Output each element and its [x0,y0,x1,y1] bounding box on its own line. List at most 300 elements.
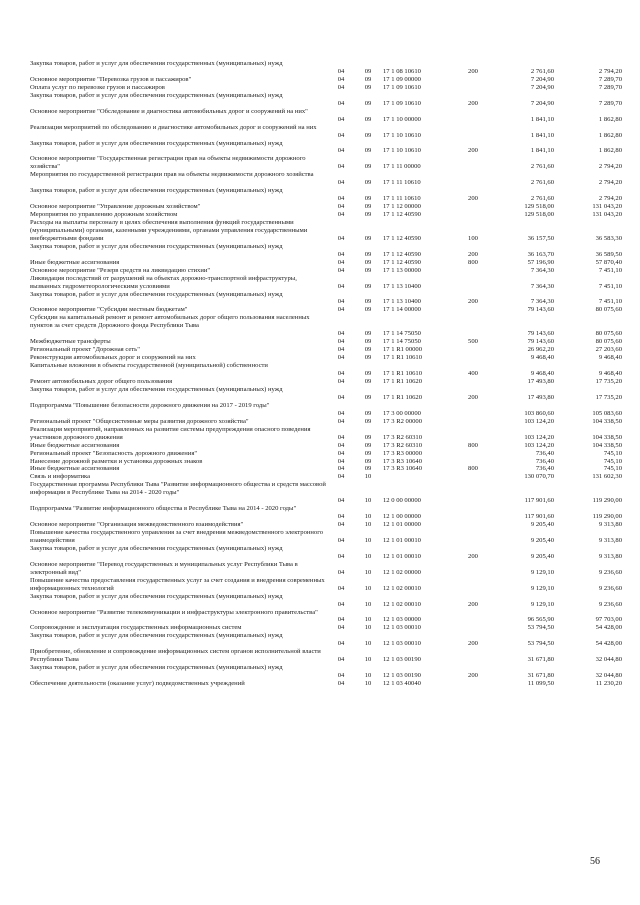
table-row [0,529,640,545]
row-section: 04 [337,147,345,155]
row-name: Закупка товаров, работ и услуг для обеспечения государственных (муниципальных) нужд [30,139,283,147]
row-section: 04 [337,250,345,258]
row-name: Ремонт автомобильных дорог общего пользования [30,378,173,385]
table-row [0,386,640,402]
row-subsection: 09 [364,211,372,219]
row-name: Закупка товаров, работ и услуг для обеспечения государственных (муниципальных) нужд [30,385,283,393]
row-section: 04 [337,680,345,688]
row-value-year2: 119 290,00 [592,497,622,505]
row-subsection: 09 [364,163,372,171]
row-expense-type: 800 [468,465,478,473]
row-subsection: 09 [364,83,372,91]
row-value-year1: 9 129,10 [530,600,554,608]
row-value-year1: 2 761,60 [530,67,554,75]
table-row [0,92,640,108]
row-value-year1: 57 196,90 [527,258,554,266]
row-subsection: 09 [364,433,372,441]
row-name: Реализация мероприятий по обследованию и диагностике автомобильных дорог и сооружений на них [30,123,317,131]
row-value-year2: 9 313,80 [598,536,622,544]
table-row [0,664,640,680]
row-name: Закупка товаров, работ и услуг для обеспечения государственных (муниципальных) нужд [30,242,283,250]
row-section: 04 [337,378,345,385]
row-subsection: 09 [364,330,372,338]
row-value-year2: 1 862,80 [598,115,622,123]
row-value-year1: 36 163,70 [527,250,554,258]
table-row [0,275,640,291]
row-name: Реконструкция автомобильных дорог и сооружений на них [30,354,196,362]
table-row [0,577,640,593]
row-value-year2: 104 338,50 [592,433,622,441]
row-section: 04 [337,640,345,648]
row-section: 04 [337,234,345,242]
row-value-year1: 17 493,80 [527,393,554,401]
row-value-year1: 1 841,10 [530,115,554,123]
row-subsection: 10 [364,521,372,529]
row-name: Закупка товаров, работ и услуг для обеспечения государственных (муниципальных) нужд [30,290,283,298]
row-value-year2: 2 794,20 [598,179,622,187]
row-subsection: 10 [364,497,372,505]
row-name: Региональный проект "Дорожная сеть" [30,346,140,354]
row-section: 04 [337,282,345,290]
row-value-year1: 1 841,10 [530,147,554,155]
row-value-year1: 117 901,60 [524,497,554,505]
row-name: Подпрограмма "Повышение безопасности дорожного движения на 2017 - 2019 годы" [30,401,270,409]
row-name: Основное мероприятие "Государственная регистрация прав на объекты недвижимости дорожного хозяйства" [30,155,306,171]
row-target-code: 17 3 R2 00000 [383,417,423,425]
row-value-year1: 7 364,30 [530,298,554,306]
row-subsection: 09 [364,75,372,83]
row-name: Ликвидация последствий от разрушений на объектах дорожно-транспортной инфраструктуры, вызванных гидрометеорологическими условиями [30,274,297,290]
row-subsection: 10 [364,640,372,648]
table-row [0,458,640,466]
row-target-code: 17 3 R2 60310 [383,433,423,441]
row-value-year1: 26 962,20 [527,346,554,354]
row-section: 04 [337,536,345,544]
row-value-year2: 745,10 [603,457,622,465]
row-section: 04 [337,584,345,592]
row-value-year2: 745,10 [603,449,622,457]
row-section: 04 [337,330,345,338]
row-target-code: 17 1 13 10400 [383,282,421,290]
row-subsection: 10 [364,568,372,576]
row-target-code: 17 1 R1 10610 [383,354,423,362]
table-row [0,418,640,426]
row-value-year1: 7 364,30 [530,266,554,274]
row-name: Основное мероприятие "Управление дорожным хозяйством" [30,203,201,211]
row-name: Основное мероприятие "Перевод государственных и муниципальных услуг Республики Тыва в электронный вид" [30,560,298,576]
row-expense-type: 100 [468,234,478,242]
row-name: Основное мероприятие "Резерв средств на ликвидацию стихии" [30,266,211,274]
row-value-year1: 9 205,40 [530,521,554,529]
row-expense-type: 500 [468,338,478,346]
row-target-code: 17 3 R2 60310 [383,441,423,449]
row-target-code: 17 1 12 40590 [383,211,421,219]
row-name: Сопровождение и эксплуатация государственных информационных систем [30,624,242,632]
row-value-year1: 103 124,20 [524,441,554,449]
table-row [0,76,640,84]
row-target-code: 12 1 01 00000 [383,521,421,529]
row-section: 04 [337,75,345,83]
row-target-code: 17 1 09 10610 [383,99,421,107]
row-name: Региональный проект "Безопасность дорожного движения" [30,449,198,457]
row-value-year1: 103 124,20 [524,433,554,441]
row-section: 04 [337,258,345,266]
row-expense-type: 400 [468,370,478,378]
row-value-year1: 736,40 [535,465,554,473]
row-value-year2: 2 794,20 [598,163,622,171]
row-target-code: 17 1 12 40590 [383,250,421,258]
table-row [0,155,640,171]
row-target-code: 17 1 10 00000 [383,115,421,123]
row-subsection: 09 [364,195,372,203]
row-value-year2: 54 428,00 [595,640,622,648]
row-value-year1: 736,40 [535,449,554,457]
row-value-year2: 2 794,20 [598,67,622,75]
row-name: Основное мероприятие "Перевозка грузов и пассажиров" [30,75,192,83]
row-name: Закупка товаров, работ и услуг для обеспечения государственных (муниципальных) нужд [30,664,283,672]
row-subsection: 09 [364,338,372,346]
row-value-year1: 129 518,00 [524,211,554,219]
row-target-code: 17 1 R1 10620 [383,378,423,385]
row-name: Подпрограмма "Развитие информационного общества в Республике Тыва на 2014 - 2020 годы" [30,505,297,513]
row-value-year1: 7 204,90 [530,99,554,107]
table-row [0,561,640,577]
row-value-year2: 7 289,70 [598,99,622,107]
row-section: 04 [337,211,345,219]
row-value-year2: 131 602,30 [592,473,622,481]
row-subsection: 09 [364,354,372,362]
row-target-code: 17 1 14 75050 [383,338,421,346]
row-section: 04 [337,115,345,123]
row-value-year2: 7 451,10 [598,298,622,306]
row-value-year1: 31 671,80 [527,672,554,680]
row-target-code: 17 1 R1 00000 [383,346,423,354]
table-row [0,267,640,275]
table-row [0,314,640,338]
row-value-year2: 119 290,00 [592,513,622,521]
row-target-code: 12 0 00 00000 [383,497,421,505]
row-expense-type: 800 [468,441,478,449]
row-value-year2: 745,10 [603,465,622,473]
row-value-year2: 80 075,60 [595,330,622,338]
row-target-code: 12 1 01 00010 [383,552,421,560]
table-row [0,259,640,267]
row-section: 04 [337,298,345,306]
row-value-year2: 11 230,20 [595,680,622,688]
row-value-year2: 9 313,80 [598,521,622,529]
table-row [0,442,640,450]
row-value-year1: 2 761,60 [530,195,554,203]
row-target-code: 12 1 03 00190 [383,656,421,664]
row-target-code: 17 1 R1 10610 [383,370,423,378]
row-target-code: 17 3 R3 10640 [383,465,423,473]
row-value-year2: 9 313,80 [598,552,622,560]
row-subsection: 09 [364,465,372,473]
row-value-year2: 7 289,70 [598,83,622,91]
row-subsection: 09 [364,306,372,314]
row-name: Основное мероприятие "Обследование и диагностика автомобильных дорог и сооружений на них" [30,107,308,115]
row-subsection: 09 [364,393,372,401]
row-subsection: 09 [364,370,372,378]
row-subsection: 10 [364,584,372,592]
row-section: 04 [337,497,345,505]
row-section: 04 [337,370,345,378]
row-value-year1: 7 204,90 [530,75,554,83]
row-value-year2: 32 044,80 [595,672,622,680]
row-name: Закупка товаров, работ и услуг для обеспечения государственных (муниципальных) нужд [30,632,283,640]
row-target-code: 17 1 10 10610 [383,131,421,139]
row-target-code: 17 1 09 00000 [383,75,421,83]
table-row [0,624,640,632]
row-subsection: 09 [364,147,372,155]
table-row [0,680,640,688]
row-value-year1: 53 794,50 [527,624,554,632]
row-value-year1: 96 565,90 [527,616,554,624]
row-value-year1: 9 468,40 [530,370,554,378]
table-row [0,521,640,529]
row-name: Нанесение дорожной разметки и установка дорожных знаков [30,457,203,465]
table-row [0,593,640,609]
row-name: Мероприятия по государственной регистрации прав на объекты недвижимости дорожного хозяйства [30,171,314,179]
row-subsection: 10 [364,552,372,560]
row-value-year2: 9 236,60 [598,600,622,608]
row-subsection: 09 [364,378,372,385]
row-name: Закупка товаров, работ и услуг для обеспечения государственных (муниципальных) нужд [30,187,283,195]
row-value-year1: 79 143,60 [527,306,554,314]
row-name: Оплата услуг по перевозке грузов и пассажиров [30,83,165,91]
row-value-year2: 17 735,20 [595,378,622,385]
table-row [0,402,640,418]
row-name: Мероприятия по управлению дорожным хозяйством [30,211,178,219]
row-section: 04 [337,99,345,107]
row-expense-type: 200 [468,393,478,401]
row-value-year2: 9 236,60 [598,584,622,592]
row-section: 04 [337,393,345,401]
row-value-year2: 1 862,80 [598,147,622,155]
row-section: 04 [337,568,345,576]
table-row [0,219,640,243]
row-value-year2: 1 862,80 [598,131,622,139]
row-section: 04 [337,203,345,211]
row-section: 04 [337,163,345,171]
table-row [0,108,640,124]
row-name: Основное мероприятие "Организация межведомственного взаимодействия" [30,521,244,529]
row-section: 04 [337,83,345,91]
row-expense-type: 200 [468,250,478,258]
row-value-year1: 9 129,10 [530,584,554,592]
row-name: Повышение качества государственного управления за счет внедрения межведомственного электронного взаимодействия [30,529,324,544]
row-value-year1: 130 070,70 [524,473,554,481]
row-name: Межбюджетные трансферты [30,338,111,346]
table-row [0,140,640,156]
row-value-year2: 54 428,00 [595,624,622,632]
row-value-year1: 9 205,40 [530,552,554,560]
row-expense-type: 200 [468,298,478,306]
table-row [0,648,640,664]
row-section: 04 [337,179,345,187]
row-value-year1: 2 761,60 [530,163,554,171]
row-expense-type: 200 [468,600,478,608]
table-row [0,306,640,314]
row-value-year1: 103 124,20 [524,417,554,425]
table-row [0,84,640,92]
row-name: Закупка товаров, работ и услуг для обеспечения государственных (муниципальных) нужд [30,91,283,99]
row-target-code: 17 3 R3 10640 [383,457,423,465]
row-name: Реализация мероприятий, направленных на развитие системы предупреждения опасного поведения участников дорожного движения [30,425,311,441]
row-value-year2: 80 075,60 [595,338,622,346]
row-target-code: 12 1 03 40040 [383,680,421,688]
row-value-year1: 117 901,60 [524,513,554,521]
row-subsection: 09 [364,203,372,211]
row-value-year2: 2 794,20 [598,195,622,203]
row-name: Субсидии на капитальный ремонт и ремонт автомобильных дорог общего пользования населенных пунктов за счет средств Дорожного фонда Республики Тыва [30,314,310,330]
row-value-year2: 7 451,10 [598,282,622,290]
row-expense-type: 200 [468,640,478,648]
row-subsection: 10 [364,656,372,664]
table-row [0,362,640,378]
row-target-code: 12 1 03 00010 [383,640,421,648]
table-row [0,354,640,362]
row-target-code: 17 1 10 10610 [383,147,421,155]
row-value-year1: 129 518,00 [524,203,554,211]
row-value-year1: 79 143,60 [527,330,554,338]
row-target-code: 17 1 R1 10620 [383,393,423,401]
table-row [0,378,640,386]
table-row [0,450,640,458]
table-row [0,632,640,648]
row-name: Повышение качества предоставления государственных услуг за счет создания и внедрения современных информационных технологий [30,576,325,592]
row-value-year1: 9 129,10 [530,568,554,576]
row-section: 04 [337,409,345,417]
row-section: 04 [337,67,345,75]
row-subsection: 09 [364,298,372,306]
row-subsection: 09 [364,179,372,187]
table-row [0,243,640,259]
row-value-year2: 131 043,20 [592,211,622,219]
table-row [0,187,640,203]
row-value-year2: 7 451,10 [598,266,622,274]
row-target-code: 17 1 12 40590 [383,258,421,266]
row-value-year2: 9 468,40 [598,370,622,378]
row-value-year2: 80 075,60 [595,306,622,314]
row-value-year2: 32 044,80 [595,656,622,664]
row-value-year1: 11 099,50 [527,680,554,688]
row-value-year2: 17 735,20 [595,393,622,401]
row-subsection: 09 [364,266,372,274]
row-subsection: 09 [364,99,372,107]
row-value-year1: 31 671,80 [527,656,554,664]
row-target-code: 12 1 00 00000 [383,513,421,521]
row-subsection: 09 [364,250,372,258]
row-name: Приобретение, обновление и сопровождение информационных систем органов исполнительной власти Республики Тыва [30,648,321,664]
row-subsection: 09 [364,258,372,266]
row-value-year2: 9 236,60 [598,568,622,576]
row-value-year2: 36 583,30 [595,234,622,242]
row-section: 04 [337,449,345,457]
row-value-year1: 9 205,40 [530,536,554,544]
row-target-code: 12 1 01 00010 [383,536,421,544]
table-row [0,545,640,561]
row-value-year1: 17 493,80 [527,378,554,385]
row-section: 04 [337,441,345,449]
row-subsection: 09 [364,131,372,139]
row-section: 04 [337,465,345,473]
row-subsection: 09 [364,346,372,354]
row-name: Основное мероприятие "Субсидии местным бюджетам" [30,306,188,314]
row-name: Иные бюджетные ассигнования [30,465,120,473]
row-name: Региональный проект "Общесистемные меры развития дорожного хозяйства" [30,417,249,425]
row-section: 04 [337,600,345,608]
row-value-year1: 79 143,60 [527,338,554,346]
row-section: 04 [337,616,345,624]
row-target-code: 17 1 11 00000 [383,163,421,171]
row-expense-type: 200 [468,99,478,107]
row-name: Основное мероприятие "Развитие телекоммуникации и инфраструктуры электронного правительства" [30,608,318,616]
row-value-year2: 97 703,00 [595,616,622,624]
row-section: 04 [337,131,345,139]
table-row [0,505,640,521]
row-section: 04 [337,624,345,632]
row-section: 04 [337,354,345,362]
row-section: 04 [337,552,345,560]
row-value-year1: 36 157,50 [527,234,554,242]
row-name: Связь и информатика [30,473,91,481]
table-row [0,171,640,187]
row-subsection: 09 [364,67,372,75]
row-value-year1: 1 841,10 [530,131,554,139]
row-subsection: 10 [364,680,372,688]
row-subsection: 10 [364,513,372,521]
row-target-code: 17 1 11 10610 [383,195,421,203]
row-subsection: 10 [364,600,372,608]
row-section: 04 [337,457,345,465]
table-row [0,203,640,211]
row-expense-type: 200 [468,67,478,75]
table-row [0,609,640,625]
row-value-year1: 53 794,50 [527,640,554,648]
row-value-year2: 7 289,70 [598,75,622,83]
row-expense-type: 200 [468,672,478,680]
row-value-year1: 2 761,60 [530,179,554,187]
row-value-year2: 105 083,60 [592,409,622,417]
row-value-year1: 103 860,60 [524,409,554,417]
row-subsection: 10 [364,624,372,632]
row-name: Иные бюджетные ассигнования [30,441,120,449]
row-expense-type: 800 [468,258,478,266]
row-target-code: 17 1 13 10400 [383,298,421,306]
table-row [0,346,640,354]
table-row [0,124,640,140]
row-subsection: 09 [364,409,372,417]
row-section: 04 [337,433,345,441]
row-subsection: 10 [364,616,372,624]
row-target-code: 12 1 03 00010 [383,624,421,632]
row-section: 04 [337,417,345,425]
row-value-year1: 7 204,90 [530,83,554,91]
row-value-year1: 9 468,40 [530,354,554,362]
row-value-year1: 736,40 [535,457,554,465]
row-name: Закупка товаров, работ и услуг для обеспечения государственных (муниципальных) нужд [30,544,283,552]
row-target-code: 17 1 12 40590 [383,234,421,242]
row-target-code: 12 1 02 00010 [383,584,421,592]
row-value-year1: 7 364,30 [530,282,554,290]
row-subsection: 10 [364,536,372,544]
row-target-code: 12 1 02 00010 [383,600,421,608]
row-target-code: 12 1 03 00190 [383,672,421,680]
row-target-code: 17 1 08 10610 [383,67,421,75]
row-value-year2: 36 589,50 [595,250,622,258]
row-target-code: 17 1 12 00000 [383,203,421,211]
